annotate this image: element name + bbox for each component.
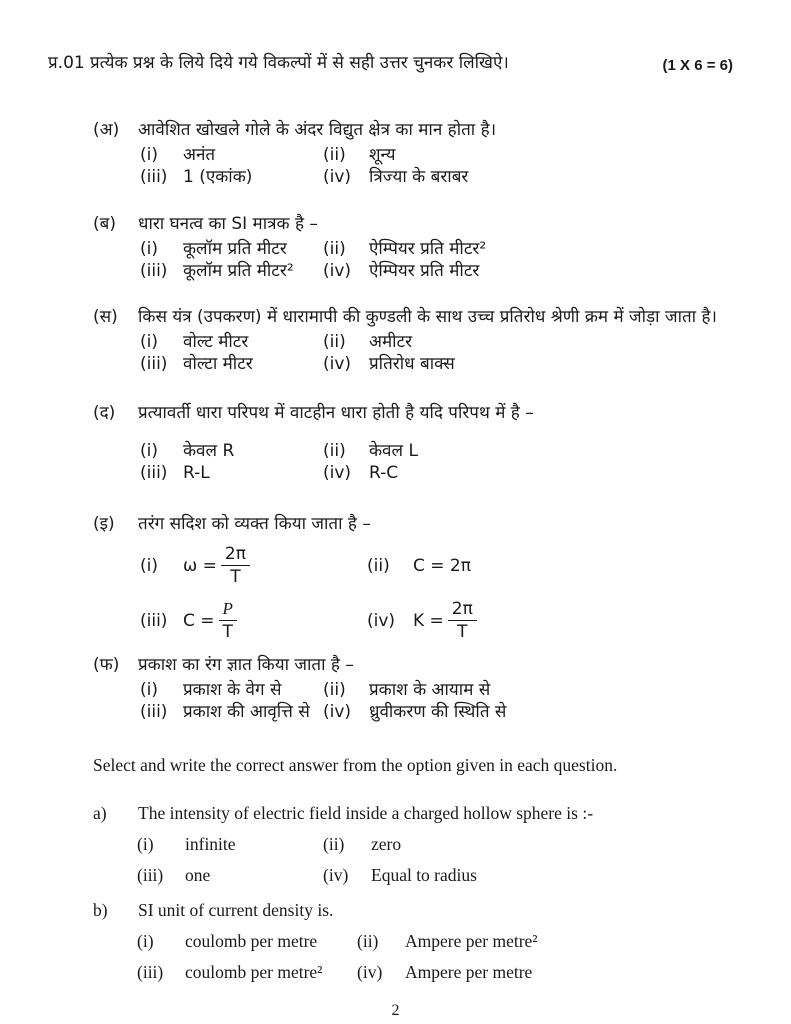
hindi-question-f: [93, 654, 751, 723]
question-text: धारा घनत्व का SI मात्रक है –: [138, 214, 318, 234]
question-text: प्रत्यावर्ती धारा परिपथ में वाटहीन धारा होती है यदि परिपथ में है –: [138, 403, 534, 423]
option-text: one: [185, 865, 211, 885]
fraction-numerator: 2π: [448, 599, 477, 621]
option-text: ध्रुवीकरण की स्थिति से: [369, 702, 507, 722]
english-question-b: [93, 899, 751, 983]
fraction: [221, 544, 250, 587]
option-text: zero: [371, 834, 402, 854]
option-numeral: (iv): [323, 167, 352, 187]
option-text: वोल्टा मीटर: [183, 354, 253, 374]
option-numeral: (iv): [367, 610, 396, 631]
fraction: [219, 599, 237, 642]
question-label: (ब): [93, 214, 116, 234]
formula-c-p-over-t: [183, 593, 367, 648]
option-numeral: (iii): [140, 610, 168, 631]
option-numeral: (i): [140, 332, 158, 352]
question-label: b): [93, 900, 108, 920]
option-text: अनंत: [183, 145, 216, 165]
option-numeral: (iii): [140, 167, 168, 187]
question-line: [93, 306, 751, 329]
formula-k-2pi-over-t: [413, 593, 751, 648]
question-label: (इ): [93, 514, 115, 534]
question-label: (अ): [93, 120, 120, 140]
option-numeral: (ii): [323, 834, 345, 854]
question-label: (फ): [93, 655, 120, 675]
option-text: R-C: [369, 463, 399, 483]
option-text: R-L: [183, 463, 210, 483]
question-line: [93, 899, 751, 922]
option-text: Equal to radius: [371, 865, 477, 885]
option-text: केवल R: [183, 441, 235, 461]
hindi-question-b: [93, 213, 751, 282]
question-line: [93, 402, 751, 425]
option-numeral: (iv): [323, 702, 352, 722]
question-label: (द): [93, 403, 116, 423]
option-numeral: (iv): [323, 354, 352, 374]
question-label: a): [93, 803, 107, 823]
hindi-question-a: [93, 119, 751, 188]
hindi-question-c: [93, 306, 751, 375]
option-text: प्रकाश के वेग से: [183, 680, 282, 700]
option-numeral: (iv): [323, 865, 349, 885]
hindi-question-d: [93, 402, 751, 484]
fraction-numerator: P: [219, 599, 237, 621]
fraction-numerator: 2π: [221, 544, 250, 566]
options-grid: [140, 331, 751, 375]
option-text: शून्य: [369, 145, 396, 165]
options-grid: [140, 238, 751, 282]
option-numeral: (iii): [140, 354, 168, 374]
question-label: (स): [93, 307, 118, 327]
option-numeral: (ii): [323, 680, 346, 700]
option-text: infinite: [185, 834, 236, 854]
option-numeral: (i): [137, 834, 154, 854]
option-numeral: (iv): [357, 962, 383, 982]
english-question-a: [93, 802, 751, 886]
formula-lhs: K =: [413, 610, 444, 631]
fraction: [448, 599, 477, 642]
option-text: प्रतिरोध बाक्स: [369, 354, 455, 374]
option-numeral: (ii): [323, 332, 346, 352]
option-text: प्रकाश की आवृत्ति से: [183, 702, 310, 722]
option-text: केवल L: [369, 441, 418, 461]
question-line: [93, 654, 751, 677]
option-numeral: (iii): [137, 865, 164, 885]
fraction-denominator: T: [230, 567, 241, 587]
formula-omega: [183, 538, 367, 593]
formula-lhs: C = 2π: [413, 555, 471, 576]
option-text: ऐम्पियर प्रति मीटर²: [369, 239, 487, 259]
option-text: ऐम्पियर प्रति मीटर: [369, 261, 480, 281]
question-text: किस यंत्र (उपकरण) में धारामापी की कुण्डली के साथ उच्च प्रतिरोध श्रेणी क्रम में जोड़ा जाता है।: [138, 307, 717, 327]
option-numeral: (ii): [323, 441, 346, 461]
option-text: प्रकाश के आयाम से: [369, 680, 491, 700]
option-text: कूलॉम प्रति मीटर: [183, 239, 287, 259]
fraction-denominator: T: [222, 622, 233, 642]
option-text: 1 (एकांक): [183, 167, 253, 187]
option-numeral: (iii): [140, 261, 168, 281]
option-numeral: (i): [140, 145, 158, 165]
option-text: coulomb per metre²: [185, 962, 323, 982]
option-numeral: (ii): [323, 239, 346, 259]
option-numeral: (i): [140, 441, 158, 461]
formula-lhs: C =: [183, 610, 215, 631]
options-grid: [140, 679, 751, 723]
option-numeral: (i): [140, 239, 158, 259]
question-text: आवेशित खोखले गोले के अंदर विद्युत क्षेत्र का मान होता है।: [138, 120, 497, 140]
page-number: 2: [391, 1002, 400, 1019]
option-text: कूलॉम प्रति मीटर²: [183, 261, 294, 281]
question-text: SI unit of current density is.: [138, 900, 334, 920]
question-line: [93, 213, 751, 236]
option-text: Ampere per metre: [405, 962, 533, 982]
option-numeral: (i): [137, 931, 154, 951]
options-grid: [140, 538, 751, 648]
instruction-text: प्रत्येक प्रश्न के लिये दिये गये विकल्पों में से सही उत्तर चुनकर लिखिऐ।: [90, 53, 509, 73]
option-numeral: (iv): [323, 463, 352, 483]
options-grid: [137, 834, 751, 886]
option-numeral: (ii): [323, 145, 346, 165]
option-numeral: (i): [140, 555, 158, 576]
english-intro: Select and write the correct answer from the option given in each question.: [93, 755, 618, 775]
question-line: [93, 119, 751, 142]
options-grid: [137, 931, 751, 983]
option-text: coulomb per metre: [185, 931, 318, 951]
options-grid: [140, 144, 751, 188]
formula-c-2pi: [413, 550, 751, 582]
option-numeral: (ii): [367, 555, 390, 576]
question-number: प्र.01: [48, 53, 85, 73]
option-text: Ampere per metre²: [405, 931, 538, 951]
marks-label: (1 X 6 = 6): [662, 57, 733, 74]
option-numeral: (iv): [323, 261, 352, 281]
option-numeral: (ii): [357, 931, 379, 951]
question-line: [93, 513, 751, 536]
option-numeral: (iii): [140, 463, 168, 483]
fraction-denominator: T: [457, 622, 468, 642]
option-numeral: (iii): [140, 702, 168, 722]
option-text: वोल्ट मीटर: [183, 332, 249, 352]
question-header: [48, 0, 733, 77]
question-text: The intensity of electric field inside a charged hollow sphere is :-: [138, 803, 594, 823]
question-line: [93, 802, 751, 825]
options-grid: [140, 440, 751, 484]
option-text: त्रिज्या के बराबर: [369, 167, 469, 187]
option-text: अमीटर: [369, 332, 413, 352]
hindi-question-e: [93, 513, 751, 648]
question-text: तरंग सदिश को व्यक्त किया जाता है –: [138, 514, 371, 534]
option-numeral: (iii): [137, 962, 164, 982]
question-text: प्रकाश का रंग ज्ञात किया जाता है –: [138, 655, 354, 675]
option-numeral: (i): [140, 680, 158, 700]
formula-lhs: ω =: [183, 555, 217, 576]
